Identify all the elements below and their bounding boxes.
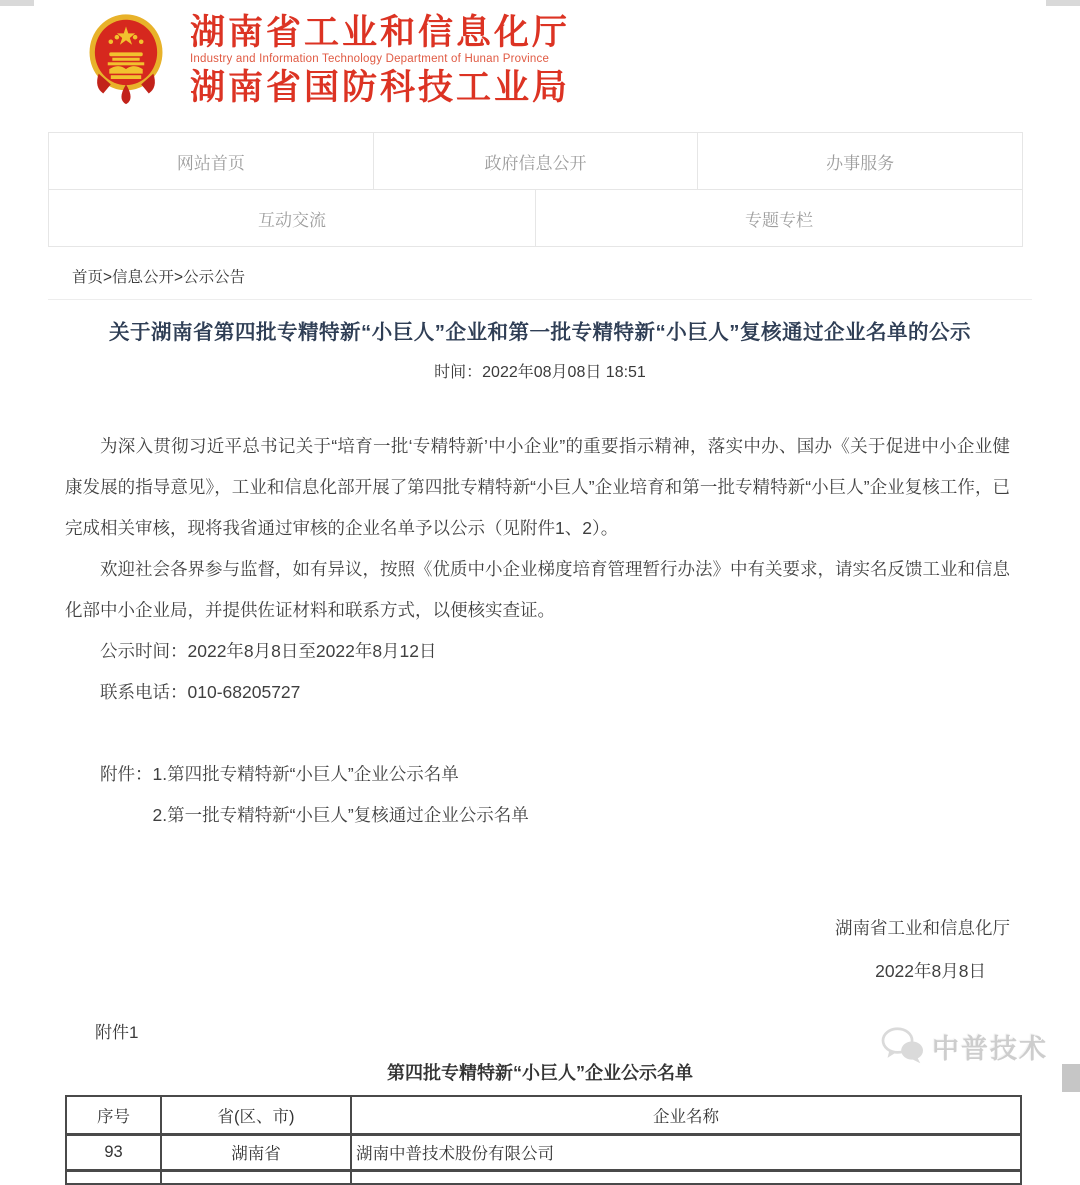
article-title: 关于湖南省第四批专精特新“小巨人”企业和第一批专精特新“小巨人”复核通过企业名单的公示 bbox=[109, 321, 971, 344]
attachments-list bbox=[153, 754, 529, 836]
nav-row-1 bbox=[49, 133, 1022, 189]
paragraph-1: 为深入贯彻习近平总书记关于“培育一批‘专精特新’中小企业”的重要指示精神，落实中办、国办《关于促进中小企业健康发展的指导意见》，工业和信息化部开展了第四批专精特新“小巨人”企业培育和第一批专精特新“小巨人”企业复核工作，已完成相关审核，现将我省通过审核的企业名单予以公示（见附件1、2）。 bbox=[65, 436, 1010, 538]
main-nav bbox=[48, 132, 1023, 247]
table-header-row bbox=[66, 1096, 1021, 1134]
nav-item-interaction[interactable]: 互动交流 bbox=[258, 210, 326, 230]
national-emblem-logo bbox=[88, 14, 164, 106]
table-row bbox=[66, 1134, 1021, 1170]
cell-seq: 93 bbox=[66, 1134, 161, 1170]
attachments-label: 附件： bbox=[100, 764, 153, 784]
org-name-block bbox=[190, 12, 571, 108]
cell-enterprise-name: 湖南中普技术股份有限公司 bbox=[351, 1134, 1021, 1170]
article-timestamp: 时间：2022年08月08日 18:51 bbox=[434, 364, 646, 381]
attachment-link-2[interactable]: 2.第一批专精特新“小巨人”复核通过企业公示名单 bbox=[152, 805, 529, 825]
watermark-text: 中普技术 bbox=[932, 1033, 1048, 1064]
signature-date: 2022年8月8日 bbox=[875, 961, 986, 981]
attachments-block bbox=[65, 754, 1010, 836]
nav-item-special-columns[interactable]: 专题专栏 bbox=[535, 190, 1022, 246]
article-body bbox=[65, 426, 1010, 992]
screenshot-corner-right bbox=[1046, 0, 1080, 6]
nav-row-2 bbox=[49, 189, 1022, 246]
col-header-seq: 序号 bbox=[66, 1096, 161, 1134]
col-header-province: 省(区、市) bbox=[161, 1096, 351, 1134]
attachment-link-1[interactable]: 1.第四批专精特新“小巨人”企业公示名单 bbox=[152, 764, 459, 784]
org-name-cn-2: 湖南省国防科技工业局 bbox=[190, 68, 571, 108]
breadcrumb[interactable]: 首页>信息公开>公示公告 bbox=[48, 253, 1032, 300]
screenshot-corner-left bbox=[0, 0, 34, 6]
publicity-period: 公示时间：2022年8月8日至2022年8月12日 bbox=[100, 641, 437, 661]
scrollbar-thumb[interactable] bbox=[1062, 1064, 1080, 1092]
paragraph-2: 欢迎社会各界参与监督，如有异议，按照《优质中小企业梯度培育管理暂行办法》中有关要求，请实名反馈工业和信息化部中小企业局，并提供佐证材料和联系方式，以便核实查证。 bbox=[65, 559, 1010, 620]
site-header bbox=[0, 0, 1080, 116]
cell-province: 湖南省 bbox=[161, 1134, 351, 1170]
contact-phone: 联系电话：010-68205727 bbox=[100, 682, 301, 702]
enterprise-table bbox=[65, 1095, 1022, 1185]
attachment1-table-title: 第四批专精特新“小巨人”企业公示名单 bbox=[387, 1063, 693, 1083]
table-row-cutoff bbox=[66, 1170, 1021, 1184]
attachment1-label: 附件1 bbox=[95, 1023, 139, 1042]
nav-item-services[interactable]: 办事服务 bbox=[697, 133, 1022, 189]
col-header-enterprise: 企业名称 bbox=[351, 1096, 1021, 1134]
org-name-en: Industry and Information Technology Department of Hunan Province bbox=[190, 52, 550, 65]
nav-item-gov-info[interactable]: 政府信息公开 bbox=[373, 133, 698, 189]
signature-org: 湖南省工业和信息化厅 bbox=[835, 918, 1010, 938]
org-name-cn-1: 湖南省工业和信息化厅 bbox=[190, 12, 571, 52]
signature-block bbox=[65, 908, 1010, 992]
nav-item-home[interactable]: 网站首页 bbox=[176, 153, 245, 173]
